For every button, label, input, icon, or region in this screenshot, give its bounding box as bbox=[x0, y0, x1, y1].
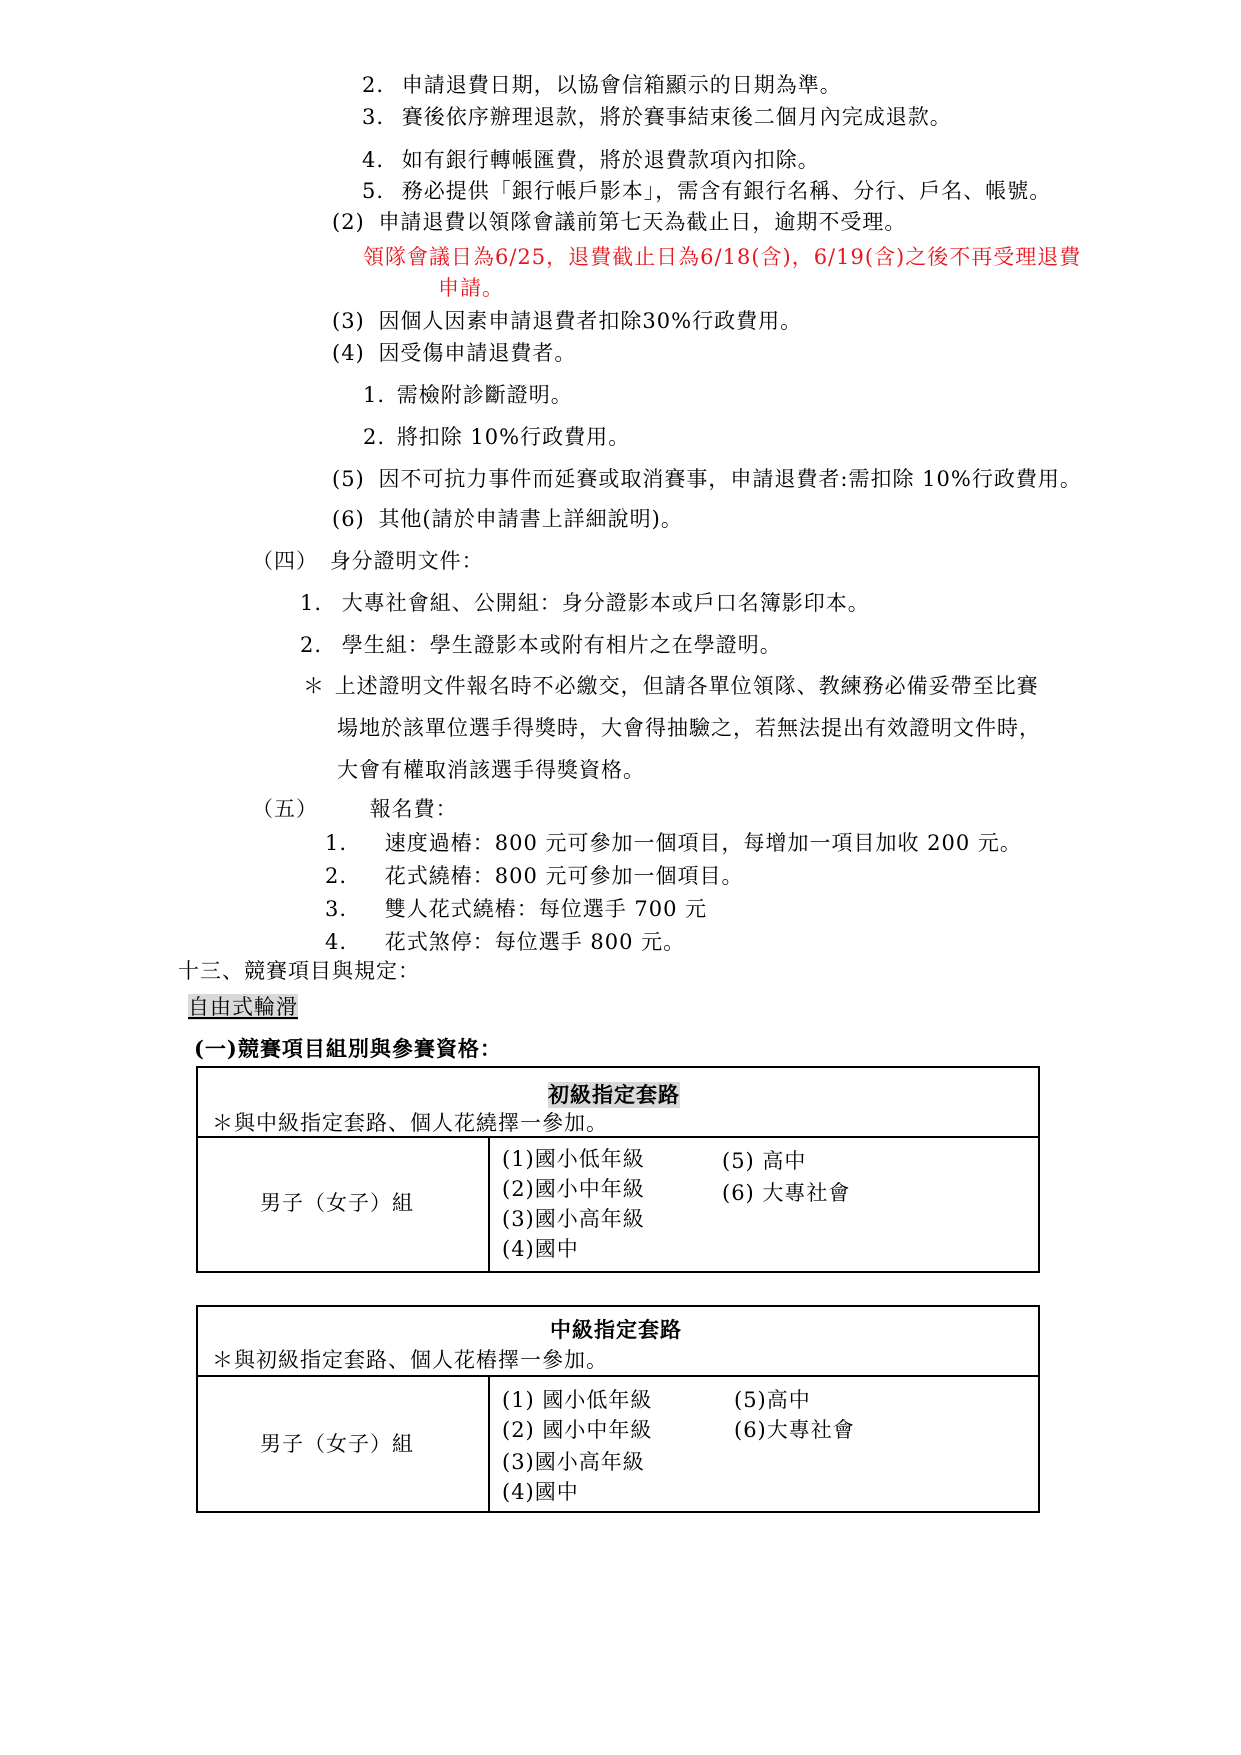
red-deadline-note-line1: 領隊會議日為6/25，退費截止日為6/18(含)，6/19(含)之後不再受理退費 bbox=[363, 245, 1082, 269]
table-intermediate-routine bbox=[196, 1305, 1040, 1513]
level-item: (5) 高中 bbox=[722, 1149, 807, 1173]
id-note-line3: 大會有權取消該選手得獎資格。 bbox=[337, 758, 645, 782]
table-title: 初級指定套路 bbox=[548, 1082, 680, 1107]
item-text: 花式繞樁：800 元可參加一個項目。 bbox=[384, 864, 744, 888]
refund-force-majeure bbox=[332, 466, 1082, 492]
id-note-line1 bbox=[303, 673, 1039, 699]
item-number: 3. bbox=[325, 897, 348, 921]
level-item: (4)國中 bbox=[502, 1480, 579, 1504]
section-13-heading: 十三、競賽項目與規定： bbox=[178, 959, 420, 983]
refund-injury bbox=[332, 340, 576, 366]
table-title: 中級指定套路 bbox=[550, 1317, 682, 1342]
refund-step-2 bbox=[362, 72, 842, 98]
level-item: (1)國小低年級 bbox=[502, 1147, 645, 1171]
refund-step-5 bbox=[362, 178, 1051, 204]
level-item: (5)高中 bbox=[734, 1388, 811, 1412]
table-divider bbox=[488, 1138, 490, 1271]
table-header-row bbox=[198, 1307, 1038, 1377]
refund-personal bbox=[332, 308, 802, 334]
item-number: (6) bbox=[332, 507, 365, 531]
item-text: 申請退費以領隊會議前第七天為截止日，逾期不受理。 bbox=[378, 210, 907, 234]
item-number: 1. bbox=[325, 831, 348, 855]
item-text: 速度過樁：800 元可參加一個項目，每增加一項目加收 200 元。 bbox=[384, 831, 1022, 855]
asterisk-mark: ＊ bbox=[303, 674, 325, 698]
table-group-label: 男子（女子）組 bbox=[260, 1432, 414, 1456]
step-number: 2. bbox=[363, 425, 386, 449]
fee-item-4 bbox=[325, 929, 685, 955]
item-text: 學生組：學生證影本或附有相片之在學證明。 bbox=[341, 633, 782, 657]
item-number: 2. bbox=[300, 633, 323, 657]
section-number: （四） bbox=[252, 549, 318, 573]
refund-other bbox=[332, 506, 683, 532]
level-item: (4)國中 bbox=[502, 1237, 579, 1261]
item-text: 因個人因素申請退費者扣除30%行政費用。 bbox=[378, 309, 803, 333]
step-number: 5. bbox=[362, 179, 385, 203]
fee-item-2 bbox=[325, 863, 744, 889]
note-text: 上述證明文件報名時不必繳交，但請各單位領隊、教練務必備妥帶至比賽 bbox=[334, 674, 1039, 698]
step-text: 賽後依序辦理退款，將於賽事結束後二個月內完成退款。 bbox=[401, 105, 952, 129]
item-number: 1. bbox=[300, 591, 323, 615]
id-note-line2: 場地於該單位選手得獎時，大會得抽驗之，若無法提出有效證明文件時， bbox=[337, 716, 1041, 740]
level-item: (6) 大專社會 bbox=[722, 1181, 851, 1205]
item-number: (3) bbox=[332, 309, 365, 333]
item-text: 雙人花式繞樁：每位選手 700 元 bbox=[384, 897, 708, 921]
red-deadline-note-line2: 申請。 bbox=[438, 276, 504, 300]
level-item: (2)國小中年級 bbox=[502, 1177, 645, 1201]
section-title: 身分證明文件： bbox=[329, 549, 484, 573]
injury-step-1 bbox=[363, 382, 573, 408]
step-text: 申請退費日期，以協會信箱顯示的日期為準。 bbox=[401, 73, 842, 97]
step-text: 務必提供「銀行帳戶影本」，需含有銀行名稱、分行、戶名、帳號。 bbox=[401, 179, 1052, 203]
refund-deadline bbox=[332, 209, 906, 235]
level-item: (6)大專社會 bbox=[734, 1418, 855, 1442]
item-number: (4) bbox=[332, 341, 365, 365]
item-text: 大專社會組、公開組：身分證影本或戶口名簿影印本。 bbox=[341, 591, 870, 615]
id-item-1 bbox=[300, 590, 870, 616]
category-freestyle: 自由式輪滑 bbox=[188, 995, 298, 1019]
fee-section-heading bbox=[252, 796, 458, 822]
section-title: 報名費： bbox=[369, 797, 458, 821]
step-number: 4. bbox=[362, 148, 385, 172]
item-number: 4. bbox=[325, 930, 348, 954]
table-divider bbox=[488, 1377, 490, 1511]
injury-step-2 bbox=[363, 424, 630, 450]
step-number: 3. bbox=[362, 105, 385, 129]
step-text: 如有銀行轉帳匯費，將於退費款項內扣除。 bbox=[401, 148, 820, 172]
table-header-row bbox=[198, 1068, 1038, 1138]
item-number: 2. bbox=[325, 864, 348, 888]
refund-step-4 bbox=[362, 147, 820, 173]
subsection-heading: (一)競賽項目組別與參賽資格： bbox=[194, 1036, 502, 1061]
table-note: ＊與初級指定套路、個人花樁擇一參加。 bbox=[212, 1348, 608, 1372]
section-number: （五） bbox=[252, 797, 318, 821]
table-beginner-routine bbox=[196, 1066, 1040, 1273]
table-note: ＊與中級指定套路、個人花繞擇一參加。 bbox=[212, 1111, 608, 1135]
step-text: 將扣除 10%行政費用。 bbox=[396, 425, 631, 449]
item-number: (5) bbox=[332, 467, 365, 491]
item-text: 因受傷申請退費者。 bbox=[378, 341, 577, 365]
level-item: (2) 國小中年級 bbox=[502, 1418, 653, 1442]
step-number: 1. bbox=[363, 383, 386, 407]
id-section-heading bbox=[252, 548, 484, 574]
step-text: 需檢附診斷證明。 bbox=[396, 383, 573, 407]
level-item: (3)國小高年級 bbox=[502, 1207, 645, 1231]
level-item: (3)國小高年級 bbox=[502, 1450, 645, 1474]
table-group-label: 男子（女子）組 bbox=[260, 1191, 414, 1215]
item-text: 其他(請於申請書上詳細說明)。 bbox=[378, 507, 683, 531]
refund-step-3 bbox=[362, 104, 952, 130]
id-item-2 bbox=[300, 632, 782, 658]
fee-item-3 bbox=[325, 896, 707, 922]
fee-item-1 bbox=[325, 830, 1022, 856]
step-number: 2. bbox=[362, 73, 385, 97]
item-text: 花式煞停：每位選手 800 元。 bbox=[384, 930, 686, 954]
item-number: (2) bbox=[332, 210, 365, 234]
level-item: (1) 國小低年級 bbox=[502, 1388, 653, 1412]
item-text: 因不可抗力事件而延賽或取消賽事，申請退費者:需扣除 10%行政費用。 bbox=[378, 467, 1082, 491]
